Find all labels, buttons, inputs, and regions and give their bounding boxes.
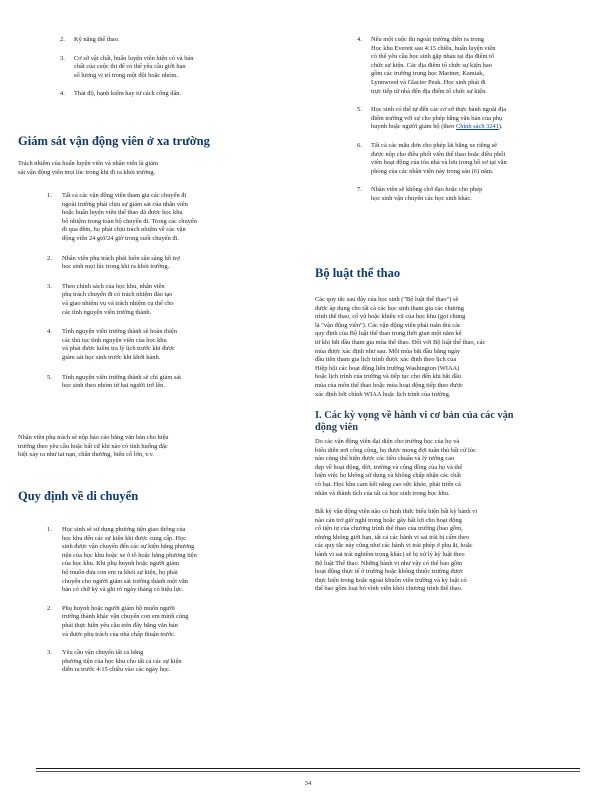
right-top-list (315, 36, 598, 214)
right-top-item-line: Học sinh có thể tự đến các cơ sở thực hành ngoài địa (371, 106, 507, 114)
code-body-line: xác định bởi chính WIAA hoặc lịch trình của trường. (315, 390, 451, 398)
expect-para-2-line: Bộ luật Thể thao. Những hành vi như vậy có thể bao gồm (315, 559, 463, 567)
code-body-line: Hiệp hội các hoạt động liên trường Washington (WIAA) (315, 364, 460, 372)
left-top-item-line: Thái độ, hạnh kiểm hay tư cách công dân. (74, 90, 182, 98)
supervision-item-line: Nhân viên phụ trách phải luôn sẵn sàng hỗ trợ (62, 254, 180, 262)
supervision-intro-line: sát vận động viên mọi lúc trong khi đi ra khỏi trường. (18, 168, 156, 176)
page-number: 34 (304, 780, 312, 787)
left-top-item-line: Cơ sở vật chất, huấn luyện viên hiện có và bản (74, 54, 194, 62)
travel-item-line: hộ muốn đưa con em ra khỏi sự kiện, họ phải (62, 568, 178, 576)
right-top-item-line: phòng của các nhân viên này trong sáu (6) năm. (371, 167, 494, 175)
supervision-item (18, 283, 293, 317)
supervision-item-line: học sinh theo nhóm từ hai người trở lên. (62, 382, 165, 390)
left-top-item-number: 2. (60, 36, 65, 43)
travel-item-line: chuyển cho người giám sát trường thành một văn (62, 577, 188, 585)
code-body-line: quy định của Bộ luật thể thao trong thời gian một năm kể (315, 330, 462, 338)
travel-list (18, 526, 293, 685)
expect-para-2 (315, 508, 598, 594)
right-top-item-line: điểm trường với sự cho phép bằng văn bản của phụ (371, 114, 503, 122)
footer-line-2 (36, 771, 580, 772)
right-top-item-line: có thể yêu cầu học sinh gặp nhau tại địa điểm tổ (371, 53, 494, 61)
supervision-outro-line: Nhân viên phụ trách sẽ nộp báo cáo bằng văn bản cho hiệu (18, 434, 169, 441)
travel-item (18, 605, 293, 639)
travel-heading: Quy định về di chuyển (18, 489, 139, 503)
supervision-item (18, 328, 293, 362)
travel-item-line: trưởng thành khác vận chuyển con em mình cũng (62, 613, 189, 621)
expect-para-1-line: nào cũng thể hiện được các tiêu chuẩn và lý tưởng cao (315, 455, 455, 463)
expect-para-1 (315, 438, 598, 498)
code-body-line: là "vận động viên"). Các vận động viên phải tuân thủ các (315, 321, 461, 329)
travel-item-line: của học khu. Khi phụ huynh hoặc người giám (62, 560, 180, 568)
expect-para-2-line: cố tiện tự của chương trình thể thao của trường (bao gồm, (315, 525, 463, 533)
supervision-outro-line: trưởng theo yêu cầu hoặc bất cứ khi nào có tình huống đặc (18, 442, 168, 450)
expect-para-2-line: thể bao gồm loại bỏ vĩnh viễn khỏi chương trình thể thao. (315, 585, 463, 593)
right-top-item-line: gồm các trường trung học Mariner, Kamiak, (371, 70, 485, 78)
supervision-item-line: đi qua đêm, họ phải chịu trách nhiệm về các vận (62, 226, 186, 234)
travel-item (18, 649, 293, 675)
supervision-item (18, 192, 293, 244)
left-top-item (18, 36, 293, 45)
supervision-item-line: Tình nguyện viên trưởng thành sẽ hoàn thiện (62, 328, 177, 336)
code-heading: Bộ luật thể thao (315, 266, 401, 280)
code-body-line: mùa của môn thể thao hoặc mùa hoạt động tiếp theo được (315, 381, 463, 389)
travel-item-line: bản có chữ ký và ghi rõ ngày tháng có hiệu lực. (62, 586, 184, 594)
supervision-item-number: 5. (47, 373, 52, 381)
expect-heading (315, 410, 598, 434)
expect-para-2-line: thực hiện trong hoặc ngoài khuôn viên trường và kỷ luật có (315, 576, 467, 584)
expect-para-1-line: nhân và thành tích của tất cả học sinh trong học khu. (315, 489, 450, 497)
right-top-item-line: Nhân viên sẽ không chở đạo hoặc cho phép (371, 186, 483, 194)
expect-para-1-line: biểu diễn nơi công cộng, họ được mong đợi tuân thủ bất cứ lúc (315, 446, 476, 454)
code-body-line: mùa được xác định như sau. Mỗi mùa bắt đầu bằng ngày (315, 347, 461, 355)
supervision-section (18, 134, 293, 149)
right-top-item-number: 7. (357, 186, 362, 194)
expect-para-2-line: Bất kỳ vận động viên nào có hình thức biểu hiện bất kỳ hành vi (315, 508, 478, 515)
right-top-item-line: Tất cả các mẫu đơn cho phép lái bằng xe riêng sẽ (371, 141, 497, 149)
supervision-item-line: hoặc huấn luyện viên thể thao đã được học khu (62, 209, 183, 217)
supervision-item-line: Tình nguyện viên trưởng thành sẽ chỉ giám sát (62, 373, 182, 381)
right-top-item-line: học sinh vận chuyển các học sinh khác. (371, 194, 472, 202)
expect-para-1-line: đẹp về hoạt động, đời, trường và cộng đồng của họ và thể (315, 463, 463, 471)
right-top-item-number: 4. (357, 36, 362, 43)
supervision-item-line: giám sát học sinh trước khi khởi hành. (62, 353, 161, 361)
expect-para-2-line: nhưng không giới hạn, tất cả các hành vi sai trái bị cấm theo (315, 533, 470, 541)
travel-item-line: Học sinh sẽ sử dụng phương tiện giao thông của (62, 526, 186, 533)
expect-para-1-line: Do các vận động viên đại diện cho trường học của họ và (315, 438, 460, 445)
left-top-list (18, 36, 293, 109)
right-top-item-line: Học khu Everett sau 4:15 chiều, huấn luyện viên (371, 44, 496, 52)
supervision-item (18, 255, 293, 272)
left-top-item-number: 4. (60, 90, 65, 98)
right-top-item-number: 6. (357, 141, 362, 149)
travel-item-line: sinh được vận chuyển đến các sự kiện bằng phương (62, 543, 195, 551)
expect-para-2-line: các quy tắc này cũng như các hành vi trái phép ở phụ ắt, hoặc (315, 542, 473, 550)
right-top-item-number: 5. (357, 106, 362, 114)
code-body-line: được áp dụng cho tất cả các học sinh tham gia các chương (315, 304, 464, 312)
policy-link[interactable]: Chính sách 3241 (455, 123, 499, 131)
code-body-line: từ khi bắt đầu tham gia mùa thể thao. Đối với Bộ luật thể thao, các (315, 338, 486, 346)
supervision-intro-line: Trách nhiệm của huấn luyện viên và nhân viên là giám (18, 160, 158, 167)
right-top-item (315, 186, 598, 203)
supervision-item (18, 374, 293, 391)
right-top-item-line: chức sự kiện. Các địa điểm tổ chức sự kiện bao (371, 61, 492, 69)
travel-item-line: và được phụ trách của nhà chấp thuận trước. (62, 630, 176, 638)
right-top-item-line: Nếu một cuộc thi ngoài trường diễn ra trong (371, 36, 484, 43)
supervision-outro-line: biệt xảy ra như tai nạn, chấn thương, biến cố lớn, v.v. (18, 451, 155, 459)
travel-item-line: diễn ra trước 4:15 chiều vào các ngày học. (62, 666, 171, 674)
supervision-item-line: Theo chính sách của học khu, nhân viên (62, 282, 165, 290)
travel-item-line: phải thực hiện yêu cầu trên đây bằng văn bản (62, 621, 178, 629)
left-top-item-line: số lượng vị trí trong một đội hoặc nhóm. (74, 71, 178, 79)
supervision-item-line: học sinh mọi lúc trong khi ra khỏi trường. (62, 263, 170, 271)
travel-item-number: 1. (47, 526, 52, 533)
supervision-item-line: Tất cả các vận động viên tham gia các chuyến đi (62, 192, 187, 199)
code-body-line: hoặc lịch trình của trường và tiếp tục cho đến khi bắt đầu (315, 373, 461, 381)
supervision-item-number: 3. (47, 282, 52, 290)
code-body-line: Các quy tắc sau đây của học sinh ("Bộ luật thể thao") sẽ (315, 296, 459, 303)
left-top-item (18, 55, 293, 81)
supervision-item-line: phụ trách chuyến đi có trách nhiệm đảo tạo (62, 291, 173, 299)
travel-item-number: 3. (47, 649, 52, 657)
expect-para-1-line: có hại. Học khu cam kết năng cao sức khỏe, phát triển cá (315, 480, 461, 488)
footer-rule (36, 768, 580, 774)
travel-item-line: Phụ huynh hoặc người giám hộ muốn người (62, 604, 175, 612)
travel-item-line: phương tiện của học khu cho tất cả các sự kiện (62, 657, 182, 665)
supervision-intro (18, 160, 293, 177)
expect-heading-line: động viên (315, 422, 359, 433)
supervision-item-number: 4. (47, 328, 52, 336)
supervision-item-line: bổ nhiệm trong toàn bộ chuyến đi. Trong các chuyến (62, 217, 197, 225)
expect-para-2-line: hoạt động thực tế ở trường hoặc không thuộc trường được (315, 568, 464, 576)
expect-para-2-line: hành vi sai trái nghiêm trọng khác) sẽ bị xử lý kỷ luật theo (315, 550, 465, 558)
supervision-item-line: và phải được kiểm tra lý lịch trước khi được (62, 345, 175, 353)
left-top-item-line: chất của cuộc thi để có thể yêu cầu giới hạn (74, 63, 186, 71)
code-section (315, 266, 598, 281)
footer-line-1 (36, 768, 580, 769)
expect-para-1-line: hiện việc họ không sử dụng và không chấp nhận các chất (315, 472, 461, 480)
expect-heading-line: I. Các kỳ vọng về hành vi cơ bản của các vận (315, 410, 514, 421)
supervision-item-line: các thủ tục tình nguyện viên của học khu (62, 336, 167, 344)
supervision-item-line: và giao nhiệm vụ và trách nhiệm cụ thể cho (62, 299, 174, 307)
travel-item (18, 526, 293, 595)
code-body-line: đầu tiên tham gia lịch trình được xác định theo lịch của (315, 356, 457, 364)
left-top-item (18, 90, 293, 99)
supervision-item-number: 1. (47, 192, 52, 199)
code-body (315, 296, 598, 399)
right-top-item-line: trực tiếp từ nhà đến địa điểm tổ chức sự kiện. (371, 87, 487, 95)
right-top-item-line: được nộp cho điều phối viên thể thao hoặc điều phối (371, 150, 506, 158)
code-body-line: trình thể thao, cổ vũ hoặc khiêu vũ của học khu (gọi chung (315, 313, 466, 321)
left-top-item-line: Kỹ năng thể thao. (74, 36, 120, 43)
supervision-item-line: động viên 24 giờ/24 giờ trong suốt chuyến đi. (62, 234, 179, 242)
supervision-item-line: ngoài trường phải chịu sự giám sát của nhân viên (62, 200, 188, 208)
right-top-item-line: huynh hoặc người giám hộ (theo Chính sách 3241). (371, 123, 503, 131)
supervision-outro (18, 434, 293, 460)
supervision-list (18, 192, 293, 402)
travel-item-line: Yêu cầu vận chuyển tất cả bằng (62, 649, 144, 657)
left-top-item-number: 3. (60, 54, 65, 62)
travel-item-line: học khu đến các sự kiện khi được cung cấp. Học (62, 534, 187, 542)
right-top-item-line: viên hoạt động của tòa nhà và lưu trong hồ sơ tại văn (371, 159, 507, 167)
right-top-item (315, 36, 598, 96)
right-top-item (315, 142, 598, 176)
right-top-item-line: Lynnwood và Glacier Peak. Học sinh phải đi (371, 78, 486, 86)
expect-para-2-line: nào cản trở giờ nghỉ trong hoặc gây bất lợi cho hoạt động (315, 516, 462, 524)
supervision-heading: Giám sát vận động viên ở xa trường (18, 134, 210, 148)
supervision-item-line: các tình nguyện viên trường thành. (62, 308, 152, 316)
right-top-item (315, 106, 598, 132)
supervision-item-number: 2. (47, 254, 52, 262)
travel-item-line: tiện của học khu hoặc xe ô tô hoặc bằng phương tiện (62, 551, 197, 559)
travel-item-number: 2. (47, 604, 52, 612)
travel-section (18, 489, 293, 504)
